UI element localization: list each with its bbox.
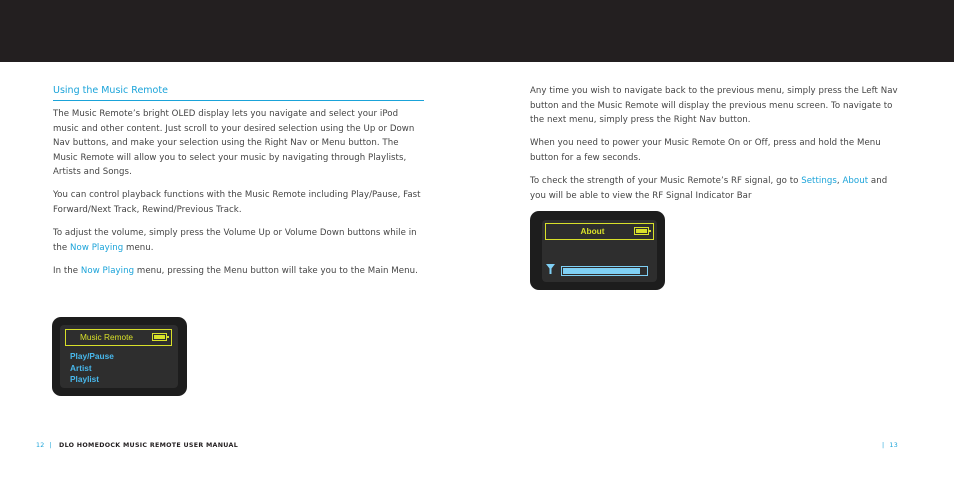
text: and you will be able to view the RF Signal Indicator Bar [530,175,888,201]
right-page-content [530,84,902,212]
music-remote-about-device-image [530,211,665,290]
now-playing-highlight: Now Playing [70,242,124,253]
section-title: Using the Music Remote [53,84,424,101]
settings-highlight: Settings [801,175,837,186]
paragraph-oled-display: The Music Remote’s bright OLED display lets you navigate and select your iPod music and other content. Just scroll to your desired selection using the Up or Down Nav buttons, and make your selection using the Right Nav or Menu button. The Music Remote will allow you to select your music by navigating through Playlists, Artists and Songs. [53,109,415,178]
oled-screen [60,325,178,388]
manual-title: DLO HOMEDOCK MUSIC REMOTE USER MANUAL [59,442,239,449]
footer-right [882,441,898,450]
text: menu, pressing the Menu button will take you to the Main Menu. [134,265,418,276]
text: , [836,175,843,186]
battery-icon [152,333,167,341]
antenna-icon [546,264,555,274]
oled-menu-item-play-pause: Play/Pause [70,351,114,361]
paragraph-volume [53,226,424,255]
paragraph-left-nav: Any time you wish to navigate back to the previous menu, simply press the Left Nav button and the Music Remote will display the previous menu screen. To navigate to the next menu, simply press the Right Nav button. [530,86,898,126]
text: To adjust the volume, simply press the Volume Up or Volume Down buttons while in the [53,228,417,253]
oled-menu-item-playlist: Playlist [70,374,100,384]
music-remote-device-image [52,317,187,396]
text: In the [53,265,81,276]
paragraph-playback: You can control playback functions with the Music Remote including Play/Pause, Fast Forward/Next Track, Rewind/Previous Track. [53,190,421,216]
oled-title-bar [545,223,654,240]
oled-title: Music Remote [80,332,134,342]
left-page-content [53,84,424,287]
footer-separator: | [882,442,885,449]
battery-icon [634,227,649,235]
oled-menu-list [70,351,114,386]
oled-screen [542,220,657,282]
page-number: 13 [889,442,899,449]
now-playing-highlight: Now Playing [80,265,135,276]
about-highlight: About [842,175,869,186]
oled-title-bar [65,329,172,346]
page-number: 12 [36,442,45,449]
oled-menu-item-artist: Artist [70,362,92,373]
rf-signal-fill [563,268,640,274]
header-band [0,0,954,62]
oled-title: About [580,226,605,236]
rf-signal-indicator-bar [561,266,648,276]
footer-left [36,441,238,450]
paragraph-power: When you need to power your Music Remote On or Off, press and hold the Menu button for a few seconds. [530,138,881,163]
text: menu. [123,242,154,253]
text: To check the strength of your Music Remote’s RF signal, go to [530,175,802,186]
footer-separator: | [49,442,53,449]
paragraph-main-menu [53,264,424,279]
paragraph-rf-signal [530,174,902,203]
